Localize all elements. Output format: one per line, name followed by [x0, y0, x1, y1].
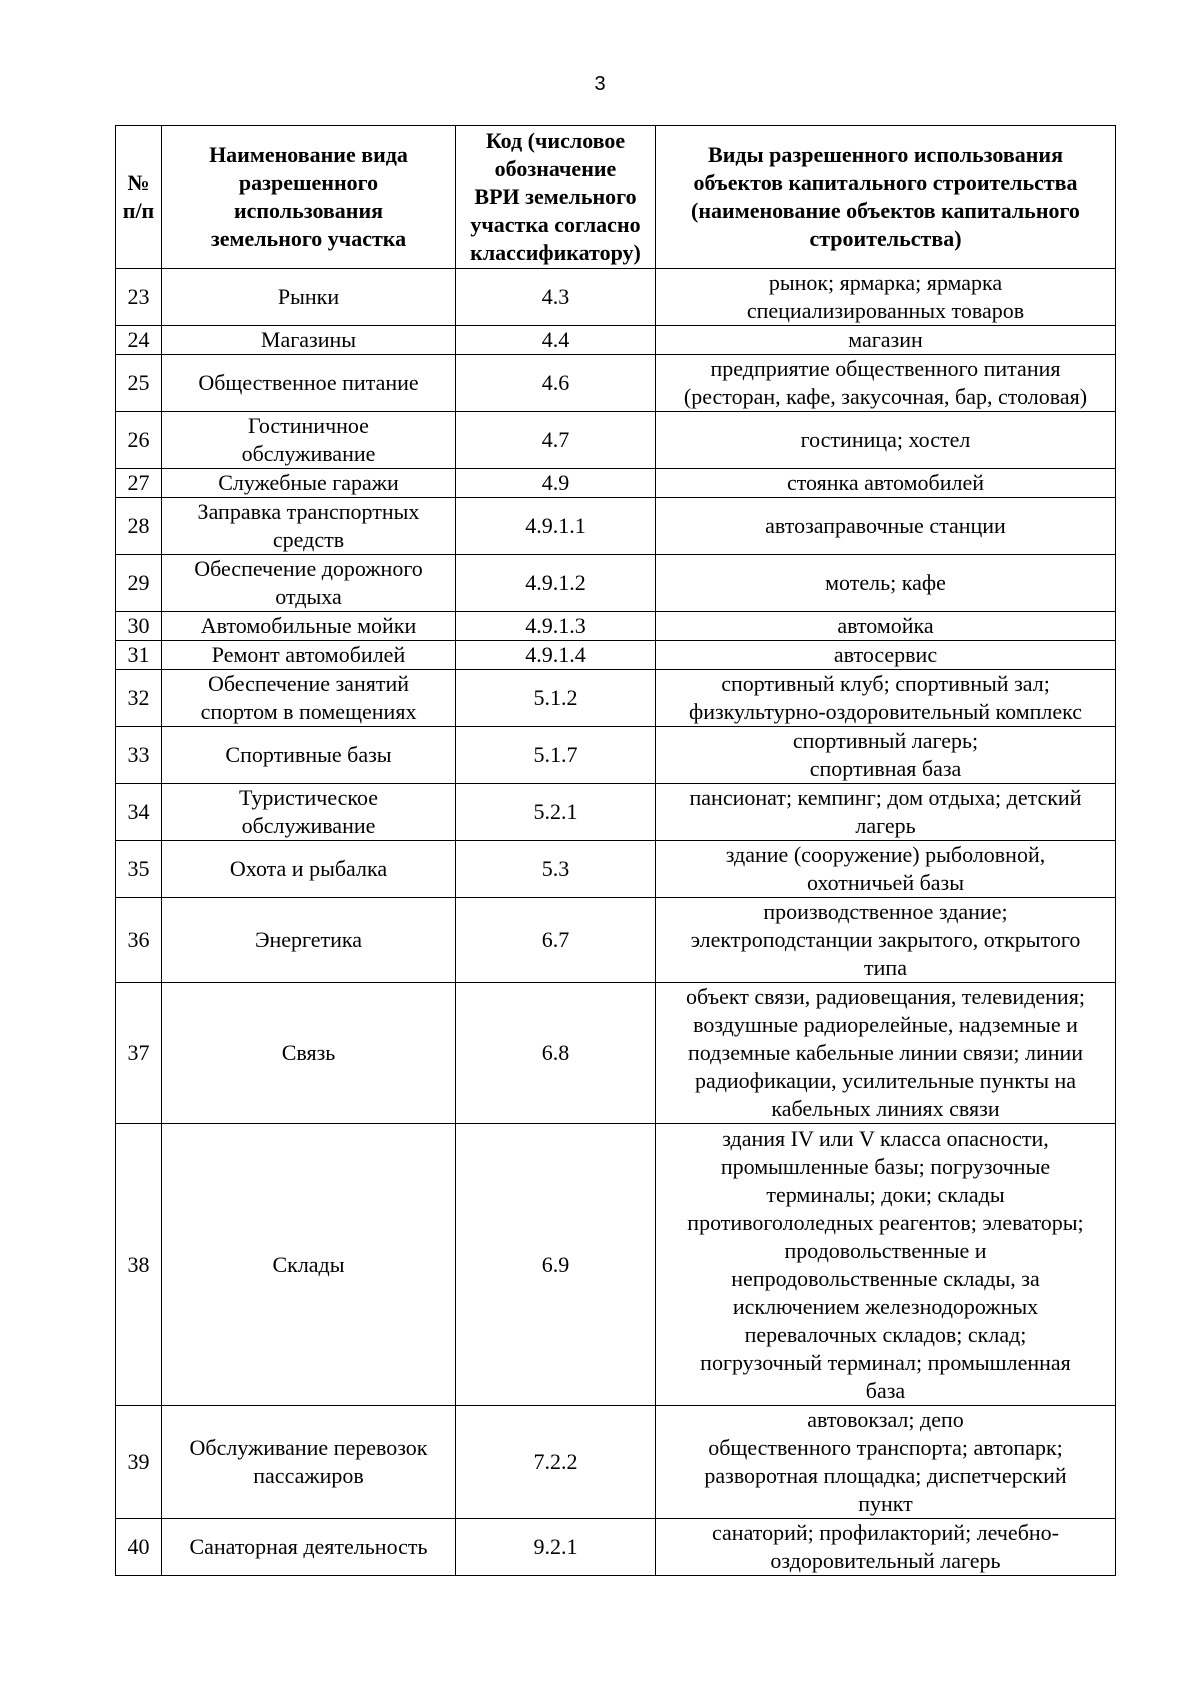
row-description: мотель; кафе	[656, 555, 1116, 612]
table-row	[116, 841, 1116, 898]
table-row	[116, 898, 1116, 983]
row-code: 7.2.2	[456, 1406, 656, 1519]
row-description: здания IV или V класса опасности, промышленные базы; погрузочные терминалы; доки; склады противогололедных реагентов; элеваторы; продовольственные и непродовольственные склады, за исключением железнодорожных перевалочных складов; склад; погрузочный терминал; промышленная база	[656, 1124, 1116, 1406]
row-land-use-name: Обслуживание перевозок пассажиров	[162, 1406, 456, 1519]
table-row	[116, 326, 1116, 355]
row-code: 5.3	[456, 841, 656, 898]
row-description: гостиница; хостел	[656, 412, 1116, 469]
row-land-use-name: Общественное питание	[162, 355, 456, 412]
header-construction-use-types: Виды разрешенного использования объектов капитального строительства (наименование объектов капитального строительства)	[656, 126, 1116, 269]
row-description: предприятие общественного питания (ресторан, кафе, закусочная, бар, столовая)	[656, 355, 1116, 412]
row-land-use-name: Спортивные базы	[162, 727, 456, 784]
row-number: 23	[116, 269, 162, 326]
row-number: 24	[116, 326, 162, 355]
table-row	[116, 269, 1116, 326]
table-row	[116, 784, 1116, 841]
row-description: спортивный лагерь; спортивная база	[656, 727, 1116, 784]
header-land-use-name: Наименование вида разрешенного использования земельного участка	[162, 126, 456, 269]
row-description: пансионат; кемпинг; дом отдыха; детский лагерь	[656, 784, 1116, 841]
row-land-use-name: Обеспечение занятий спортом в помещениях	[162, 670, 456, 727]
row-land-use-name: Гостиничное обслуживание	[162, 412, 456, 469]
land-use-table	[115, 125, 1116, 1576]
row-number: 29	[116, 555, 162, 612]
row-description: стоянка автомобилей	[656, 469, 1116, 498]
row-land-use-name: Склады	[162, 1124, 456, 1406]
row-number: 33	[116, 727, 162, 784]
table-row	[116, 1406, 1116, 1519]
row-number: 26	[116, 412, 162, 469]
row-code: 4.9.1.2	[456, 555, 656, 612]
table-row	[116, 1519, 1116, 1576]
table-row	[116, 1124, 1116, 1406]
page-number: 3	[594, 73, 606, 95]
row-description: автомойка	[656, 612, 1116, 641]
header-number: № п/п	[116, 126, 162, 269]
row-number: 39	[116, 1406, 162, 1519]
row-land-use-name: Энергетика	[162, 898, 456, 983]
row-code: 4.9.1.1	[456, 498, 656, 555]
row-number: 38	[116, 1124, 162, 1406]
row-code: 9.2.1	[456, 1519, 656, 1576]
row-code: 6.9	[456, 1124, 656, 1406]
row-description: здание (сооружение) рыболовной, охотничьей базы	[656, 841, 1116, 898]
row-land-use-name: Связь	[162, 983, 456, 1124]
row-code: 5.2.1	[456, 784, 656, 841]
row-code: 4.9.1.3	[456, 612, 656, 641]
row-number: 25	[116, 355, 162, 412]
row-code: 4.9.1.4	[456, 641, 656, 670]
header-classifier-code: Код (числовое обозначение ВРИ земельного участка согласно классификатору)	[456, 126, 656, 269]
table-header-row	[116, 126, 1116, 269]
row-land-use-name: Санаторная деятельность	[162, 1519, 456, 1576]
row-land-use-name: Автомобильные мойки	[162, 612, 456, 641]
row-land-use-name: Заправка транспортных средств	[162, 498, 456, 555]
row-land-use-name: Магазины	[162, 326, 456, 355]
row-code: 4.3	[456, 269, 656, 326]
table-row	[116, 469, 1116, 498]
row-number: 31	[116, 641, 162, 670]
row-number: 40	[116, 1519, 162, 1576]
row-code: 4.9	[456, 469, 656, 498]
row-land-use-name: Рынки	[162, 269, 456, 326]
table-row	[116, 983, 1116, 1124]
row-land-use-name: Охота и рыбалка	[162, 841, 456, 898]
row-number: 36	[116, 898, 162, 983]
row-code: 4.6	[456, 355, 656, 412]
table-row	[116, 641, 1116, 670]
row-land-use-name: Служебные гаражи	[162, 469, 456, 498]
row-number: 28	[116, 498, 162, 555]
row-code: 4.7	[456, 412, 656, 469]
row-number: 37	[116, 983, 162, 1124]
row-description: магазин	[656, 326, 1116, 355]
row-description: спортивный клуб; спортивный зал; физкультурно-оздоровительный комплекс	[656, 670, 1116, 727]
row-number: 32	[116, 670, 162, 727]
table-row	[116, 612, 1116, 641]
row-code: 5.1.7	[456, 727, 656, 784]
row-land-use-name: Туристическое обслуживание	[162, 784, 456, 841]
row-description: рынок; ярмарка; ярмарка специализированных товаров	[656, 269, 1116, 326]
row-code: 6.8	[456, 983, 656, 1124]
table-row	[116, 555, 1116, 612]
row-number: 30	[116, 612, 162, 641]
row-land-use-name: Обеспечение дорожного отдыха	[162, 555, 456, 612]
row-code: 5.1.2	[456, 670, 656, 727]
row-description: автосервис	[656, 641, 1116, 670]
row-description: объект связи, радиовещания, телевидения; воздушные радиорелейные, надземные и подземные кабельные линии связи; линии радиофикации, усилительные пункты на кабельных линиях связи	[656, 983, 1116, 1124]
row-number: 27	[116, 469, 162, 498]
table-row	[116, 355, 1116, 412]
row-description: санаторий; профилакторий; лечебно- оздоровительный лагерь	[656, 1519, 1116, 1576]
row-number: 34	[116, 784, 162, 841]
row-number: 35	[116, 841, 162, 898]
table-row	[116, 670, 1116, 727]
row-code: 6.7	[456, 898, 656, 983]
row-code: 4.4	[456, 326, 656, 355]
table-row	[116, 727, 1116, 784]
table-row	[116, 412, 1116, 469]
row-description: производственное здание; электроподстанции закрытого, открытого типа	[656, 898, 1116, 983]
row-land-use-name: Ремонт автомобилей	[162, 641, 456, 670]
row-description: автозаправочные станции	[656, 498, 1116, 555]
row-description: автовокзал; депо общественного транспорта; автопарк; разворотная площадка; диспетчерский пункт	[656, 1406, 1116, 1519]
table-row	[116, 498, 1116, 555]
